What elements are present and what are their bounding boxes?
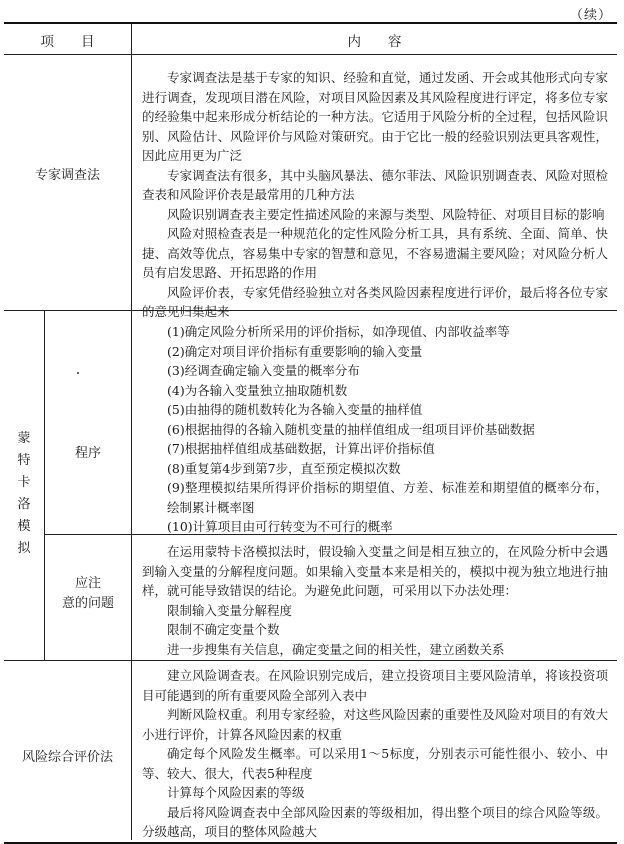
- comprehensive-paragraph: 计算每个风险因素的等级: [167, 785, 305, 800]
- notes-item: 限制输入变量分解程度: [167, 602, 293, 618]
- risk-method-table: [4, 22, 617, 844]
- header-item: 项 目: [40, 34, 95, 50]
- comprehensive-paragraph: 判断风险权重。利用专家经验，对这些风险因素的重要性及风险对项目的有效大小进行评价，计算各风险因素的权重: [142, 707, 608, 742]
- procedure-content: [142, 322, 608, 537]
- procedure-step: (2)确定对项目评价指标有重要影响的输入变量: [167, 343, 423, 359]
- procedure-step: (3)经调查确定输入变量的概率分布: [167, 363, 360, 378]
- expert-method-content: [142, 68, 608, 322]
- scan-dot: [77, 372, 79, 374]
- expert-paragraph: 专家调查法是基于专家的知识、经验和直觉，通过发函、开会或其他形式向专家进行调查，发现项目潜在风险，对项目风险因素及其风险程度进行评定，将多位专家的经验集中起来形成分析结论的一种方法。它适用于风险分析的全过程，包括风险识别、风险估计、风险评价与风险对策研究。由于它比一般的经验识别法更具客观性，因此应用更为广泛: [142, 70, 608, 163]
- notes-content: [142, 542, 608, 659]
- procedure-step: (8)重复第4步到第7步，直至预定模拟次数: [167, 460, 401, 476]
- procedure-step: (9)整理模拟结果所得评价指标的期望值、方差、标准差和期望值的概率分布，绘制累计概率图: [167, 480, 608, 515]
- expert-paragraph: 专家调查法有很多，其中头脑风暴法、德尔菲法、风险识别调查表、风险对照检查表和风险评价表是最常用的几种方法: [142, 167, 608, 202]
- comprehensive-method-label: 风险综合评价法: [21, 750, 113, 765]
- comprehensive-paragraph: 确定每个风险发生概率。可以采用1～5标度，分别表示可能性很小、较小、中等、较大、很大，代表5种程度: [142, 746, 608, 781]
- column-divider: [131, 24, 132, 840]
- expert-paragraph: 风险对照检查表是一种规范化的定性风险分析工具，具有系统、全面、简单、快捷、高效等优点，容易集中专家的智慧和意见，不容易遗漏主要风险；对风险分析人员有启发思路、开拓思路的作用: [142, 226, 608, 280]
- monte-carlo-label: 蒙 特 卡 洛 模 拟: [17, 431, 31, 556]
- notes-item: 限制不确定变量个数: [167, 622, 280, 637]
- notes-intro: 在运用蒙特卡洛模拟法时，假设输入变量之间是相互独立的，在风险分析中会遇到输入变量的分解程度问题。如果输入变量本来是相关的，模拟中视为独立地进行抽样，就可能导致错误的结论。为避免此问题，可采用以下办法处理：: [142, 544, 608, 598]
- procedure-step: (6)根据抽得的各输入随机变量的抽样值组成一组项目评价基础数据: [167, 421, 535, 437]
- row-divider-monte: [4, 660, 617, 661]
- procedure-step: (10)计算项目由可行转变为不可行的概率: [167, 519, 393, 534]
- procedure-step: (7)根据抽样值组成基础数据，计算出评价指标值: [167, 441, 435, 456]
- procedure-step: (1)确定风险分析所采用的评价指标，如净现值、内部收益率等: [167, 324, 510, 339]
- expert-method-label: 专家调查法: [34, 168, 100, 183]
- header-content: 内 容: [347, 34, 402, 50]
- comprehensive-paragraph: 最后将风险调查表中全部风险因素的等级相加，得出整个项目的综合风险等级。分级越高，项目的整体风险越大: [142, 804, 608, 839]
- comprehensive-paragraph: 建立风险调查表。在风险识别完成后，建立投资项目主要风险清单，将该投资项目可能遇到的所有重要风险全部列入表中: [142, 668, 608, 703]
- procedure-label: 程序: [74, 446, 101, 461]
- notes-label: 应注 意的问题: [61, 576, 114, 611]
- expert-paragraph: 风险识别调查表主要定性描述风险的来源与类型、风险特征、对项目目标的影响: [167, 206, 605, 222]
- continued-label: （续）: [569, 8, 612, 23]
- comprehensive-method-content: [142, 666, 608, 842]
- procedure-step: (5)由抽得的随机数转化为各输入变量的抽样值: [167, 402, 423, 417]
- procedure-step: (4)为各输入变量独立抽取随机数: [167, 382, 348, 398]
- expert-paragraph: 风险评价表，专家凭借经验独立对各类风险因素程度进行评价，最后将各位专家的意见归集起来: [142, 284, 608, 319]
- notes-item: 进一步搜集有关信息，确定变量之间的相关性，建立函数关系: [167, 641, 505, 657]
- header-divider: [4, 54, 617, 55]
